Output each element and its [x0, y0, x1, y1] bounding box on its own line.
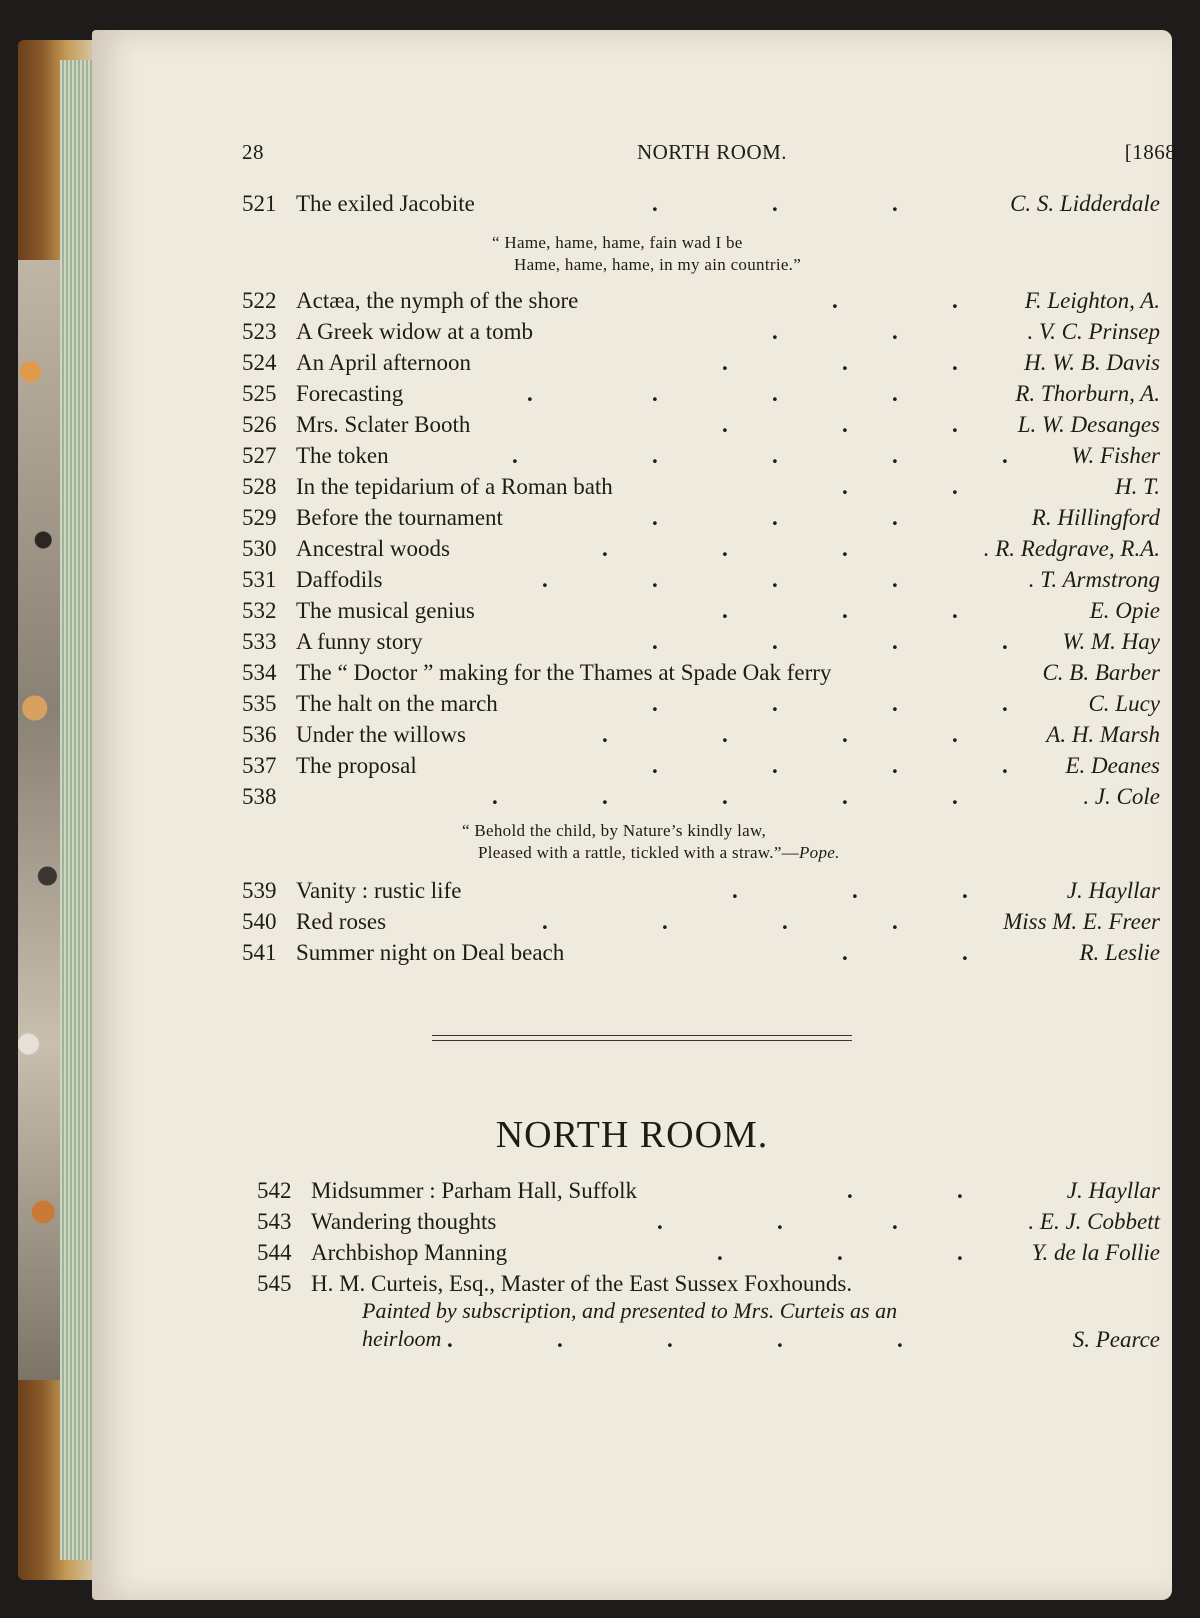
- quote-source: Pope.: [798, 843, 840, 862]
- catalogue-entry-533: [242, 626, 1160, 658]
- leader-dot: .: [732, 878, 738, 903]
- entry-title: Daffodils: [296, 567, 383, 592]
- leader-dot: .: [892, 691, 898, 716]
- leader-dot: .: [952, 784, 958, 809]
- entry-title: Before the tournament: [296, 505, 503, 530]
- entry-artist: J. Hayllar: [1066, 878, 1160, 903]
- entry-artist: F. Leighton, A.: [1024, 288, 1160, 313]
- entry-artist: A. H. Marsh: [1046, 722, 1160, 747]
- entry-artist: R. Hillingford: [1031, 505, 1160, 530]
- leader-dot: .: [722, 536, 728, 561]
- entry-title: An April afternoon: [296, 350, 472, 375]
- entry-545-note-line2: heirloom: [362, 1326, 442, 1351]
- leader-dot: .: [892, 191, 898, 216]
- leader-dot: .: [722, 784, 728, 809]
- catalogue-entry-531: [242, 564, 1160, 596]
- leader-dot: .: [557, 1327, 563, 1352]
- entry-number: 521: [242, 191, 277, 216]
- leader-dot: .: [962, 940, 968, 965]
- quote-538: [462, 820, 840, 864]
- leader-dot: .: [1002, 753, 1008, 778]
- entry-title: The proposal: [296, 753, 417, 778]
- entry-artist: . J. Cole: [1083, 784, 1160, 809]
- entry-number: 522: [242, 288, 277, 313]
- leader-dot: .: [652, 505, 658, 530]
- entry-title: A funny story: [296, 629, 423, 654]
- page-number: 28: [242, 140, 264, 164]
- quote-line: “ Behold the child, by Nature’s kindly law,: [462, 821, 767, 840]
- leader-dot: .: [897, 1327, 903, 1352]
- marbled-endpaper: [18, 260, 60, 1380]
- entry-artist: R. Thorburn, A.: [1015, 381, 1160, 406]
- leader-dot: .: [722, 598, 728, 623]
- entry-artist: . R. Redgrave, R.A.: [983, 536, 1160, 561]
- catalogue-entry-522: [242, 285, 1160, 317]
- catalogue-entry-529: [242, 502, 1160, 534]
- entry-title: H. M. Curteis, Esq., Master of the East Sussex Foxhounds.: [311, 1271, 853, 1296]
- catalogue-entry-543: [257, 1206, 1160, 1238]
- leader-dot: .: [652, 753, 658, 778]
- header-year: [1868.: [1124, 140, 1182, 164]
- leader-dot: .: [1002, 691, 1008, 716]
- leader-dot: .: [1002, 443, 1008, 468]
- entry-number: 544: [257, 1240, 292, 1265]
- entry-title: Summer night on Deal beach: [296, 940, 565, 965]
- entry-number: 526: [242, 412, 277, 437]
- catalogue-entry-534: [242, 657, 1160, 689]
- entry-number: 523: [242, 319, 277, 344]
- leader-dot: .: [842, 412, 848, 437]
- leader-dot: .: [652, 691, 658, 716]
- entry-title: The token: [296, 443, 389, 468]
- leader-dot: .: [602, 722, 608, 747]
- leader-dot: .: [842, 722, 848, 747]
- section-divider: [432, 1035, 852, 1041]
- entry-title: The “ Doctor ” making for the Thames at Spade Oak ferry: [296, 660, 832, 685]
- entry-artist: . E. J. Cobbett: [1028, 1209, 1160, 1234]
- entry-number: 533: [242, 629, 277, 654]
- leader-dot: .: [892, 1209, 898, 1234]
- leader-dot: .: [892, 753, 898, 778]
- leader-dot: .: [772, 191, 778, 216]
- catalogue-entry-539: [242, 875, 1160, 907]
- running-header: [242, 140, 1182, 180]
- leader-dot: .: [722, 412, 728, 437]
- leader-dot: .: [892, 381, 898, 406]
- entry-number: 538: [242, 784, 277, 809]
- leader-dot: .: [512, 443, 518, 468]
- entry-545-note-line1: Painted by subscription, and presented to Mrs. Curteis as an: [362, 1298, 898, 1323]
- leader-dot: .: [962, 878, 968, 903]
- leader-dot: .: [952, 288, 958, 313]
- leader-dot: .: [542, 909, 548, 934]
- catalogue-entry-528: [242, 471, 1160, 503]
- leader-dot: .: [772, 753, 778, 778]
- quote-text: Pleased with a rattle, tickled with a straw.”—: [478, 843, 799, 862]
- leader-dot: .: [772, 505, 778, 530]
- leader-dot: .: [892, 567, 898, 592]
- entry-title: A Greek widow at a tomb: [296, 319, 533, 344]
- entry-artist: S. Pearce: [1072, 1327, 1160, 1352]
- leader-dot: .: [772, 691, 778, 716]
- leader-dot: .: [527, 381, 533, 406]
- leader-dot: .: [952, 350, 958, 375]
- leader-dot: .: [722, 350, 728, 375]
- entry-number: 524: [242, 350, 277, 375]
- catalogue-entry-525: [242, 378, 1160, 410]
- leader-dot: .: [957, 1178, 963, 1203]
- entry-number: 536: [242, 722, 277, 747]
- leader-dot: .: [652, 191, 658, 216]
- entry-title: Under the willows: [296, 722, 466, 747]
- catalogue-entry-523: [242, 316, 1160, 348]
- entry-artist: . T. Armstrong: [1028, 567, 1160, 592]
- leader-dot: .: [837, 1240, 843, 1265]
- leader-dot: .: [667, 1327, 673, 1352]
- entry-number: 529: [242, 505, 277, 530]
- catalogue-entry-526: [242, 409, 1160, 441]
- leader-dot: .: [832, 288, 838, 313]
- entry-number: 539: [242, 878, 277, 903]
- leader-dot: .: [772, 319, 778, 344]
- entry-number: 527: [242, 443, 277, 468]
- catalogue-page: [92, 30, 1182, 1600]
- leader-dot: .: [717, 1240, 723, 1265]
- leader-dot: .: [542, 567, 548, 592]
- entry-artist: W. M. Hay: [1062, 629, 1160, 654]
- leader-dot: .: [602, 536, 608, 561]
- entry-number: 532: [242, 598, 277, 623]
- entry-number: 545: [257, 1271, 292, 1296]
- leader-dot: .: [657, 1209, 663, 1234]
- entry-title: Actæa, the nymph of the shore: [296, 288, 579, 313]
- catalogue-entry-527: [242, 440, 1160, 472]
- leader-dot: .: [842, 350, 848, 375]
- leader-dot: .: [492, 784, 498, 809]
- leader-dot: .: [782, 909, 788, 934]
- leader-dot: .: [652, 629, 658, 654]
- entry-artist: C. S. Lidderdale: [1010, 191, 1160, 216]
- leader-dot: .: [447, 1327, 453, 1352]
- entry-artist: . V. C. Prinsep: [1027, 319, 1160, 344]
- entry-number: 540: [242, 909, 277, 934]
- leader-dot: .: [842, 940, 848, 965]
- quote-line: Hame, hame, hame, in my ain countrie.”: [514, 255, 802, 274]
- leader-dot: .: [842, 598, 848, 623]
- leader-dot: .: [852, 878, 858, 903]
- entry-title: Ancestral woods: [296, 536, 450, 561]
- entry-artist: J. Hayllar: [1066, 1178, 1160, 1203]
- header-room-title: NORTH ROOM.: [636, 140, 788, 164]
- entry-545-artist-row: [257, 1324, 1160, 1356]
- leader-dot: .: [772, 443, 778, 468]
- leader-dot: .: [892, 443, 898, 468]
- entry-number: 534: [242, 660, 277, 685]
- entry-number: 542: [257, 1178, 292, 1203]
- leader-dot: .: [777, 1327, 783, 1352]
- leader-dot: .: [652, 443, 658, 468]
- entry-number: 530: [242, 536, 277, 561]
- leader-dot: .: [892, 909, 898, 934]
- quote-521: [492, 232, 801, 276]
- leader-dot: .: [952, 598, 958, 623]
- leader-dot: .: [777, 1209, 783, 1234]
- catalogue-entry-540: [242, 906, 1160, 938]
- entry-artist: Y. de la Follie: [1031, 1240, 1160, 1265]
- entry-number: 537: [242, 753, 277, 778]
- leader-dot: .: [842, 536, 848, 561]
- catalogue-entry-532: [242, 595, 1160, 627]
- leader-dot: .: [842, 474, 848, 499]
- entry-artist: C. B. Barber: [1042, 660, 1160, 685]
- entry-artist: H. T.: [1115, 474, 1160, 499]
- entry-title: Forecasting: [296, 381, 404, 406]
- catalogue-entry-524: [242, 347, 1160, 379]
- leader-dot: .: [892, 505, 898, 530]
- leader-dot: .: [722, 722, 728, 747]
- catalogue-entry-541: [242, 937, 1160, 969]
- section-title: NORTH ROOM.: [495, 1114, 769, 1156]
- entry-title: Vanity : rustic life: [296, 878, 462, 903]
- leader-dot: .: [847, 1178, 853, 1203]
- entry-title: Archbishop Manning: [311, 1240, 508, 1265]
- quote-line: “ Hame, hame, hame, fain wad I be: [492, 233, 743, 252]
- entry-title: The exiled Jacobite: [296, 191, 475, 216]
- catalogue-entry-535: [242, 688, 1160, 720]
- entry-artist: W. Fisher: [1071, 443, 1160, 468]
- leader-dot: .: [957, 1240, 963, 1265]
- entry-artist: C. Lucy: [1088, 691, 1160, 716]
- catalogue-entry-521: [242, 188, 1160, 220]
- catalogue-entry-544: [257, 1237, 1160, 1269]
- entry-title: The halt on the march: [296, 691, 498, 716]
- entry-number: 535: [242, 691, 277, 716]
- entry-title: The musical genius: [296, 598, 475, 623]
- entry-number: 543: [257, 1209, 292, 1234]
- leader-dot: .: [892, 629, 898, 654]
- entry-artist: R. Leslie: [1079, 940, 1160, 965]
- entry-artist: E. Deanes: [1065, 753, 1160, 778]
- catalogue-entry-537: [242, 750, 1160, 782]
- catalogue-entry-530: [242, 533, 1160, 565]
- entry-title: Mrs. Sclater Booth: [296, 412, 471, 437]
- catalogue-entry-542: [257, 1175, 1160, 1207]
- catalogue-entry-536: [242, 719, 1160, 751]
- entry-artist: Miss M. E. Freer: [1003, 909, 1160, 934]
- leader-dot: .: [952, 412, 958, 437]
- quote-line: [462, 842, 840, 864]
- entry-title: Red roses: [296, 909, 387, 934]
- entry-title: Wandering thoughts: [311, 1209, 497, 1234]
- entry-number: 531: [242, 567, 277, 592]
- leader-dot: .: [842, 784, 848, 809]
- leader-dot: .: [602, 784, 608, 809]
- leader-dot: .: [892, 319, 898, 344]
- leader-dot: .: [1002, 629, 1008, 654]
- leader-dot: .: [952, 474, 958, 499]
- leader-dot: .: [772, 629, 778, 654]
- entry-artist: E. Opie: [1089, 598, 1160, 623]
- leader-dot: .: [652, 381, 658, 406]
- leader-dot: .: [662, 909, 668, 934]
- page-stack-edge: [60, 60, 96, 1560]
- catalogue-entry-538: [242, 781, 1160, 813]
- leader-dot: .: [772, 381, 778, 406]
- entry-artist: H. W. B. Davis: [1024, 350, 1160, 375]
- entry-title: In the tepidarium of a Roman bath: [296, 474, 613, 499]
- entry-title: Midsummer : Parham Hall, Suffolk: [311, 1178, 638, 1203]
- entry-number: 528: [242, 474, 277, 499]
- entry-number: 525: [242, 381, 277, 406]
- entry-artist: L. W. Desanges: [1017, 412, 1160, 437]
- entry-number: 541: [242, 940, 277, 965]
- leader-dot: .: [772, 567, 778, 592]
- leader-dot: .: [652, 567, 658, 592]
- leader-dot: .: [952, 722, 958, 747]
